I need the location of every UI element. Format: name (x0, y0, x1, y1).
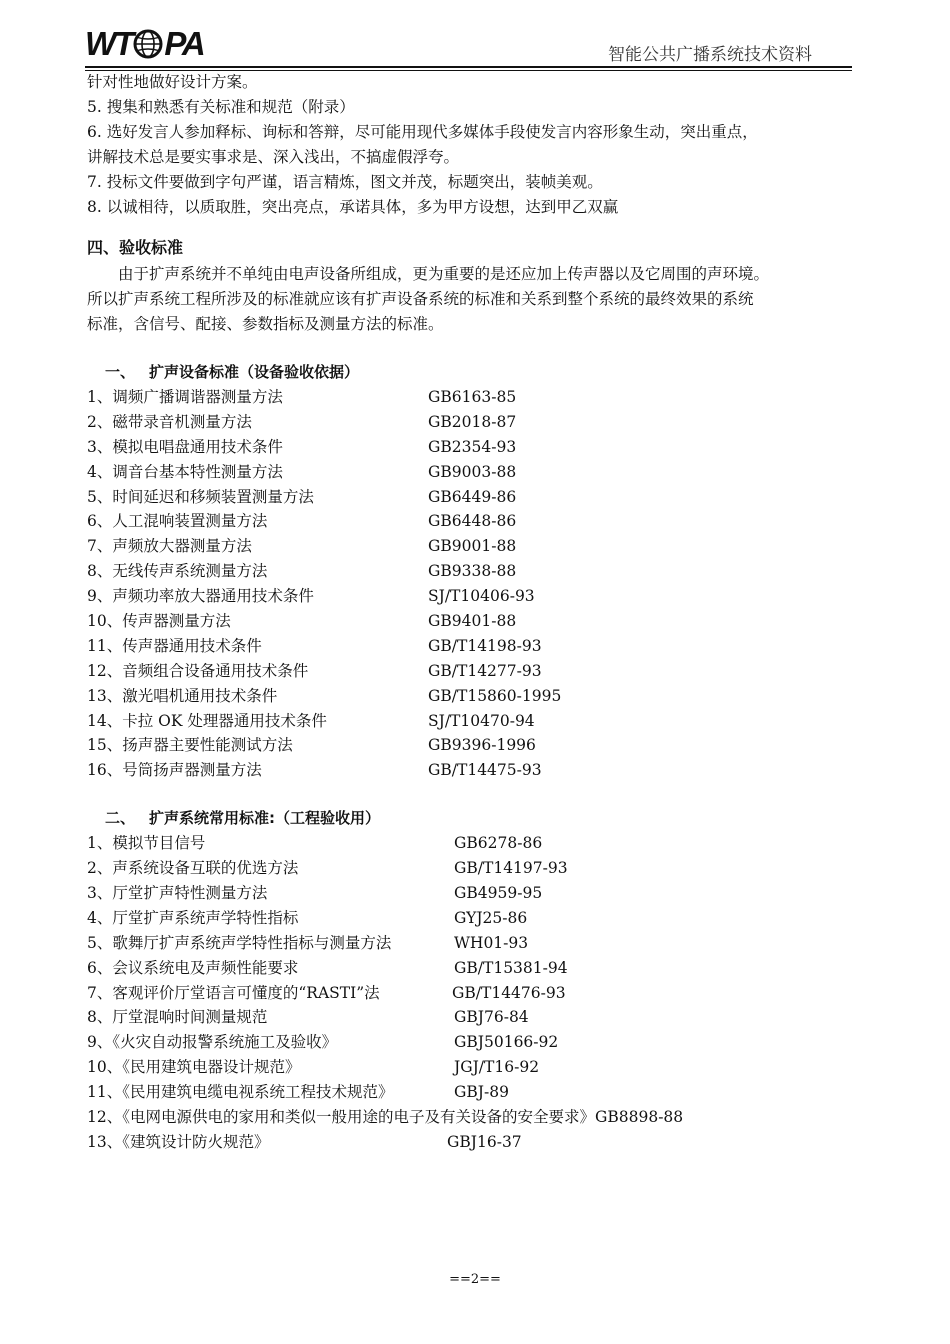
standard-code: GB6163-85 (428, 388, 517, 406)
standard-row (87, 509, 857, 534)
standard-name: 9、声频功率放大器通用技术条件 (87, 587, 314, 606)
intro-line: 针对性地做好设计方案。 (87, 73, 258, 91)
standard-code: JGJ/T16-92 (454, 1058, 540, 1077)
standard-row (87, 856, 857, 881)
standard-row (87, 1005, 857, 1030)
heading-text: 扩声设备标准（设备验收依据） (149, 363, 360, 381)
standard-code: GB9003-88 (428, 462, 517, 481)
standard-row (87, 435, 857, 460)
standard-code: WH01-93 (454, 933, 529, 952)
standard-code: GBJ76-84 (454, 1008, 529, 1027)
page-number: ==2== (449, 1272, 501, 1287)
page-header (85, 26, 852, 68)
standard-code: GB/T14475-93 (428, 761, 542, 780)
standard-code: GYJ25-86 (454, 908, 528, 927)
standard-name: 8、厅堂混响时间测量规范 (87, 1008, 268, 1027)
equipment-standards-heading (87, 359, 857, 385)
paragraph-line: 由于扩声系统并不单纯由电声设备所组成，更为重要的是还应加上传声器以及它周围的声环境。 (118, 265, 770, 283)
page-content (87, 70, 857, 1155)
standard-name: 14、卡拉 OK 处理器通用技术条件 (87, 711, 327, 730)
standard-name: 3、厅堂扩声特性测量方法 (87, 884, 268, 903)
company-logo (85, 26, 204, 62)
intro-line: 6. 选好发言人参加释标、询标和答辩，尽可能用现代多媒体手段使发言内容形象生动，突出重点， (87, 123, 758, 141)
globe-icon (133, 29, 163, 59)
paragraph-line: 所以扩声系统工程所涉及的标准就应该有扩声设备系统的标准和关系到整个系统的最终效果的系统 (87, 290, 754, 308)
standard-row (87, 609, 857, 634)
standard-name: 6、人工混响装置测量方法 (87, 512, 268, 531)
standard-code: GB6278-86 (454, 834, 543, 853)
standard-row (87, 956, 857, 981)
standard-code: GB2354-93 (428, 437, 517, 456)
standard-code: GB2018-87 (428, 412, 517, 431)
standard-code: GB/T15860-1995 (428, 686, 562, 705)
logo-text-right: PA (164, 25, 204, 62)
paragraph-line: 标准，含信号、配接、参数指标及测量方法的标准。 (87, 315, 444, 333)
document-title: 智能公共广播系统技术资料 (608, 45, 812, 65)
standard-row (87, 831, 857, 856)
heading-text: 扩声系统常用标准:（工程验收用） (149, 809, 381, 828)
standard-row (87, 709, 857, 734)
standard-row (87, 634, 857, 659)
standard-row (87, 758, 857, 783)
standard-name: 5、时间延迟和移频装置测量方法 (87, 487, 314, 506)
standard-code: GB/T14197-93 (454, 859, 568, 878)
standard-code: SJ/T10406-93 (428, 587, 535, 606)
standard-name: 5、歌舞厅扩声系统声学特性指标与测量方法 (87, 933, 392, 952)
standard-row (87, 559, 857, 584)
section-title: 四、验收标准 (87, 238, 184, 257)
standard-code: GB9001-88 (428, 537, 517, 556)
standard-row (87, 1055, 857, 1080)
standard-name: 12、音频组合设备通用技术条件 (87, 661, 309, 680)
standard-row (87, 684, 857, 709)
standard-name: 15、扬声器主要性能测试方法 (87, 736, 293, 755)
standard-name: 1、模拟节目信号 (87, 834, 206, 853)
standard-code: GBJ-89 (454, 1083, 509, 1102)
standard-row (87, 906, 857, 931)
standard-code: GBJ50166-92 (454, 1033, 559, 1052)
logo-text-left: WT (85, 25, 133, 62)
standard-row (87, 1130, 857, 1155)
standard-code: GB/T14476-93 (452, 983, 566, 1002)
intro-line: 讲解技术总是要实事求是、深入浅出，不搞虚假浮夸。 (87, 148, 460, 166)
standard-code: GBJ16-37 (447, 1132, 522, 1151)
standard-code: GB9396-1996 (428, 736, 536, 755)
standard-name: 2、磁带录音机测量方法 (87, 412, 252, 431)
standard-name: 3、模拟电唱盘通用技术条件 (87, 437, 283, 456)
standard-row (87, 1080, 857, 1105)
standard-row (87, 460, 857, 485)
standard-code: GB9338-88 (428, 562, 517, 581)
standard-row (87, 385, 857, 410)
standard-name: 16、号筒扬声器测量方法 (87, 761, 262, 780)
standard-row (87, 931, 857, 956)
standard-name: 7、客观评价厅堂语言可懂度的“RASTI”法 (87, 983, 380, 1002)
standard-name: 7、声频放大器测量方法 (87, 537, 252, 556)
standard-name: 9、《火灾自动报警系统施工及验收》 (87, 1033, 338, 1052)
standard-code: GB/T14198-93 (428, 636, 542, 655)
standard-row (87, 1105, 857, 1130)
standard-name: 1、调频广播调谐器测量方法 (87, 388, 283, 406)
header-rule (85, 66, 852, 68)
standard-code: GB6448-86 (428, 512, 517, 531)
standard-code: GB/T14277-93 (428, 661, 542, 680)
standard-row (87, 659, 857, 684)
standard-name: 4、厅堂扩声系统声学特性指标 (87, 908, 299, 927)
standard-code: GB4959-95 (454, 884, 543, 903)
standard-row (87, 534, 857, 559)
standard-name: 13、《建筑设计防火规范》 (87, 1132, 270, 1151)
standard-row (87, 410, 857, 435)
standard-row (87, 1030, 857, 1055)
intro-line: 8. 以诚相待，以质取胜，突出亮点，承诺具体，多为甲方设想，达到甲乙双赢 (87, 198, 619, 216)
heading-number: 二、 (105, 809, 136, 828)
standard-code: GB9401-88 (428, 612, 517, 631)
standard-name: 12、《电网电源供电的家用和类似一般用途的电子及有关设备的安全要求》GB8898-88 (87, 1108, 684, 1127)
system-standards-heading (87, 805, 857, 831)
standard-code: GB/T15381-94 (454, 958, 568, 977)
standard-name: 6、会议系统电及声频性能要求 (87, 958, 299, 977)
equipment-standards-list (87, 385, 857, 783)
standard-name: 8、无线传声系统测量方法 (87, 562, 268, 581)
standard-row (87, 733, 857, 758)
intro-line: 5. 搜集和熟悉有关标准和规范（附录） (87, 98, 355, 116)
standard-name: 10、《民用建筑电器设计规范》 (87, 1058, 301, 1077)
standard-code: SJ/T10470-94 (428, 711, 535, 730)
standard-row (87, 485, 857, 510)
standard-name: 11、传声器通用技术条件 (87, 636, 262, 655)
standard-name: 4、调音台基本特性测量方法 (87, 462, 283, 481)
standard-name: 13、激光唱机通用技术条件 (87, 686, 278, 705)
intro-line: 7. 投标文件要做到字句严谨，语言精炼，图文并茂，标题突出，装帧美观。 (87, 173, 603, 191)
heading-number: 一、 (105, 363, 136, 381)
standard-row (87, 584, 857, 609)
system-standards-list (87, 831, 857, 1155)
standard-row (87, 881, 857, 906)
standard-row (87, 981, 857, 1006)
standard-name: 10、传声器测量方法 (87, 612, 231, 631)
standard-name: 11、《民用建筑电缆电视系统工程技术规范》 (87, 1083, 394, 1102)
standard-name: 2、声系统设备互联的优选方法 (87, 859, 299, 878)
standard-code: GB6449-86 (428, 487, 517, 506)
